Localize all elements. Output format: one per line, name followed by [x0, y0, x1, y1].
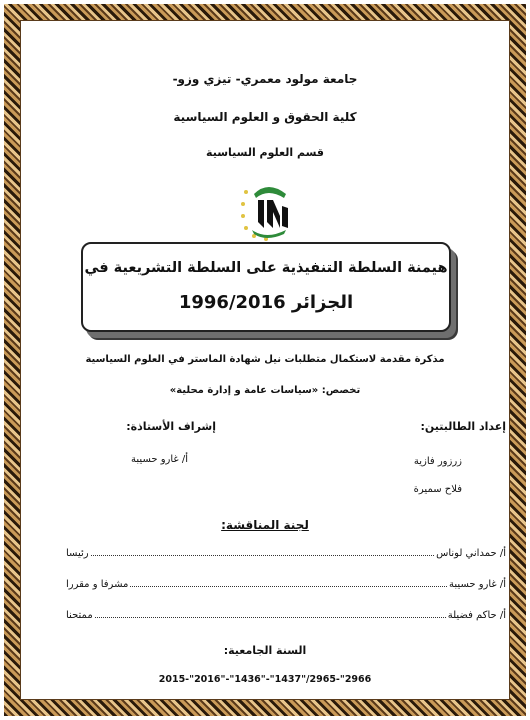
- member-role: ممتحنا: [66, 610, 93, 621]
- member-role: مشرفا و مقررا: [66, 579, 129, 590]
- university-logo-icon: [234, 182, 296, 242]
- student-name: زرزور فازية: [413, 456, 462, 467]
- university-name: جامعة مولود معمري- تيزي وزو-: [172, 72, 358, 86]
- department-name: قسم العلوم السياسية: [206, 146, 324, 159]
- dotted-leader: [130, 581, 447, 587]
- specialization: تخصص: «سياسات عامة و إدارة محلية»: [169, 385, 361, 396]
- cover-page: [24, 24, 506, 696]
- thesis-title-line2: الجزائر 1996/2016: [178, 292, 354, 313]
- student-name: فلاح سميرة: [413, 484, 462, 495]
- thesis-title-box: [81, 242, 451, 332]
- member-name: أ/ حاكم فضيلة: [447, 610, 506, 621]
- dotted-leader: [95, 612, 446, 618]
- academic-year-value: 2015-"2016"-"1436"-"1437"/2965-"2966: [158, 674, 372, 685]
- committee-member-row: [66, 610, 506, 621]
- supervisor-name: أ/ غارو حسيبة: [131, 454, 188, 465]
- member-name: أ/ غارو حسيبة: [449, 579, 506, 590]
- prepared-by-heading: إعداد الطالبتين:: [420, 420, 506, 433]
- academic-year-heading: السنة الجامعية:: [223, 644, 307, 657]
- committee-member-row: [66, 548, 506, 559]
- faculty-name: كلية الحقوق و العلوم السياسية: [173, 110, 357, 124]
- thesis-title-line1: هيمنة السلطة التنفيذية على السلطة التشريعية في: [84, 260, 448, 276]
- member-name: أ/ حمداني لوناس: [436, 548, 506, 559]
- member-role: رئيسا: [66, 548, 89, 559]
- committee-member-row: [66, 579, 506, 590]
- memo-description: مذكرة مقدمة لاستكمال متطلبات نيل شهادة الماستر في العلوم السياسية: [85, 354, 445, 365]
- dotted-leader: [91, 550, 435, 556]
- supervision-heading: إشراف الأستاذة:: [126, 420, 216, 433]
- committee-heading: لجنة المناقشة:: [221, 518, 309, 532]
